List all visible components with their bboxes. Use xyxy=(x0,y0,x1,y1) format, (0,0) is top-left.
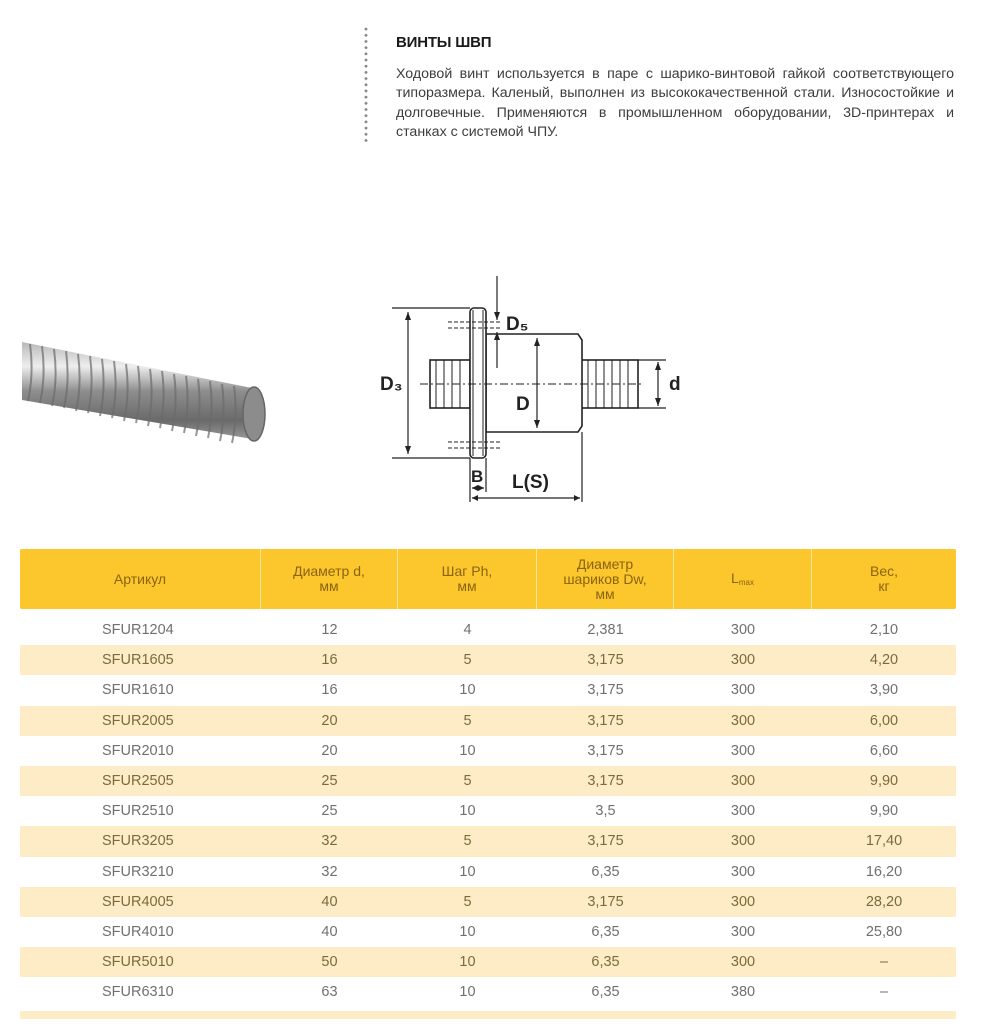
cell-diameter: 32 xyxy=(321,863,338,880)
column-header-article: Артикул xyxy=(20,549,261,609)
section-title: ВИНТЫ ШВП xyxy=(396,34,492,51)
cell-ball-diameter: 3,5 xyxy=(595,803,616,820)
cell-weight: 2,10 xyxy=(869,622,899,639)
cell-weight: 4,20 xyxy=(869,652,899,669)
cell-diameter: 25 xyxy=(321,803,338,820)
cell-weight: 9,90 xyxy=(869,803,899,820)
cell-lmax: 300 xyxy=(730,652,756,669)
table-row xyxy=(20,947,956,977)
cell-lmax: 300 xyxy=(730,893,756,910)
cell-article: SFUR1605 xyxy=(102,652,174,669)
cell-article: SFUR5010 xyxy=(102,954,174,971)
column-header-ball-diameter: Диаметр шариков Dw, мм xyxy=(537,549,674,609)
table-row xyxy=(20,706,956,736)
cell-ball-diameter: 3,175 xyxy=(587,773,624,790)
cell-pitch: 5 xyxy=(463,893,472,910)
cell-weight: 6,60 xyxy=(869,742,899,759)
ball-screw-specs-table xyxy=(20,549,956,1019)
cell-article: SFUR1610 xyxy=(102,682,174,699)
cell-lmax: 300 xyxy=(730,833,756,850)
cell-diameter: 16 xyxy=(321,682,338,699)
label-ls: L(S) xyxy=(512,472,549,493)
cell-weight: 16,20 xyxy=(865,863,903,880)
cell-diameter: 25 xyxy=(321,773,338,790)
cell-ball-diameter: 6,35 xyxy=(591,863,620,880)
label-d3: D₃ xyxy=(380,374,403,395)
cell-article: SFUR3205 xyxy=(102,833,174,850)
cell-article: SFUR2505 xyxy=(102,773,174,790)
table-row xyxy=(20,917,956,947)
column-header-diameter: Диаметр d, мм xyxy=(261,549,398,609)
table-row xyxy=(20,675,956,705)
cell-weight: – xyxy=(879,954,889,971)
cell-article: SFUR6310 xyxy=(102,984,174,1001)
table-row xyxy=(20,736,956,766)
cell-diameter: 40 xyxy=(321,893,338,910)
cell-article: SFUR1204 xyxy=(102,622,174,639)
cell-diameter: 12 xyxy=(321,622,338,639)
cell-weight: 28,20 xyxy=(865,893,903,910)
cell-pitch: 10 xyxy=(459,954,476,971)
cell-diameter: 63 xyxy=(321,984,338,1001)
cell-lmax: 300 xyxy=(730,923,756,940)
cell-pitch: 10 xyxy=(459,984,476,1001)
cell-diameter: 32 xyxy=(321,833,338,850)
cell-diameter: 20 xyxy=(321,742,338,759)
cell-ball-diameter: 3,175 xyxy=(587,682,624,699)
label-D: D xyxy=(516,394,530,415)
table-row xyxy=(20,826,956,856)
cell-article: SFUR2510 xyxy=(102,803,174,820)
cell-pitch: 10 xyxy=(459,803,476,820)
cell-lmax: 300 xyxy=(730,682,756,699)
cell-weight: 17,40 xyxy=(865,833,903,850)
cell-pitch: 10 xyxy=(459,923,476,940)
cell-pitch: 10 xyxy=(459,742,476,759)
cell-article: SFUR2005 xyxy=(102,712,174,729)
cell-ball-diameter: 3,175 xyxy=(587,742,624,759)
label-d5: D₅ xyxy=(506,314,529,335)
cell-ball-diameter: 6,35 xyxy=(591,984,620,1001)
table-row xyxy=(20,645,956,675)
cell-pitch: 5 xyxy=(463,712,472,729)
cell-ball-diameter: 6,35 xyxy=(591,923,620,940)
cell-article: SFUR2010 xyxy=(102,742,174,759)
cell-lmax: 300 xyxy=(730,803,756,820)
cell-weight: 25,80 xyxy=(865,923,903,940)
cell-article: SFUR4010 xyxy=(102,923,174,940)
cell-weight: 6,00 xyxy=(869,712,899,729)
table-bottom-stripe xyxy=(20,1011,956,1019)
cell-diameter: 40 xyxy=(321,923,338,940)
dotted-divider xyxy=(364,26,368,144)
cell-pitch: 10 xyxy=(459,863,476,880)
cell-lmax: 300 xyxy=(730,863,756,880)
cell-lmax: 380 xyxy=(730,984,756,1001)
cell-ball-diameter: 3,175 xyxy=(587,893,624,910)
cell-pitch: 4 xyxy=(463,622,472,639)
cell-lmax: 300 xyxy=(730,742,756,759)
table-row xyxy=(20,887,956,917)
cell-lmax: 300 xyxy=(730,773,756,790)
cell-ball-diameter: 3,175 xyxy=(587,833,624,850)
column-header-weight: Вес, кг xyxy=(869,563,898,594)
column-header-lmax: $L_{max}$ xyxy=(674,549,812,609)
cell-lmax: 300 xyxy=(730,712,756,729)
cell-pitch: 5 xyxy=(463,833,472,850)
cell-article: SFUR3210 xyxy=(102,863,174,880)
ball-screw-rod-image xyxy=(20,330,270,460)
cell-pitch: 10 xyxy=(459,682,476,699)
table-row xyxy=(20,857,956,887)
cell-ball-diameter: 3,175 xyxy=(587,712,624,729)
column-header-pitch: Шаг Ph, мм xyxy=(398,549,537,609)
cell-diameter: 16 xyxy=(321,652,338,669)
cell-ball-diameter: 3,175 xyxy=(587,652,624,669)
table-row xyxy=(20,615,956,645)
cell-lmax: 300 xyxy=(730,954,756,971)
cell-pitch: 5 xyxy=(463,652,472,669)
cell-pitch: 5 xyxy=(463,773,472,790)
table-body xyxy=(20,615,956,1007)
cell-diameter: 20 xyxy=(321,712,338,729)
cell-ball-diameter: 6,35 xyxy=(591,954,620,971)
table-row xyxy=(20,796,956,826)
cell-weight: 3,90 xyxy=(869,682,899,699)
cell-weight: 9,90 xyxy=(869,773,899,790)
label-b: B xyxy=(471,467,484,486)
table-row xyxy=(20,766,956,796)
cell-ball-diameter: 2,381 xyxy=(587,622,624,639)
ball-nut-dimension-diagram xyxy=(380,270,700,510)
cell-weight: – xyxy=(879,984,889,1001)
section-description: Ходовой винт используется в паре с шарико-винтовой гайкой соответствующего типоразмера. Каленый, выполнен из высококачественной стали. Износостойкие и долговечные. Применяются в промышленном оборудовании, 3D-принтерах и станках с системой ЧПУ. xyxy=(396,66,954,140)
table-row xyxy=(20,977,956,1007)
table-header xyxy=(20,549,956,609)
cell-article: SFUR4005 xyxy=(102,893,174,910)
label-d: d xyxy=(669,374,681,395)
cell-lmax: 300 xyxy=(730,622,756,639)
cell-diameter: 50 xyxy=(321,954,338,971)
